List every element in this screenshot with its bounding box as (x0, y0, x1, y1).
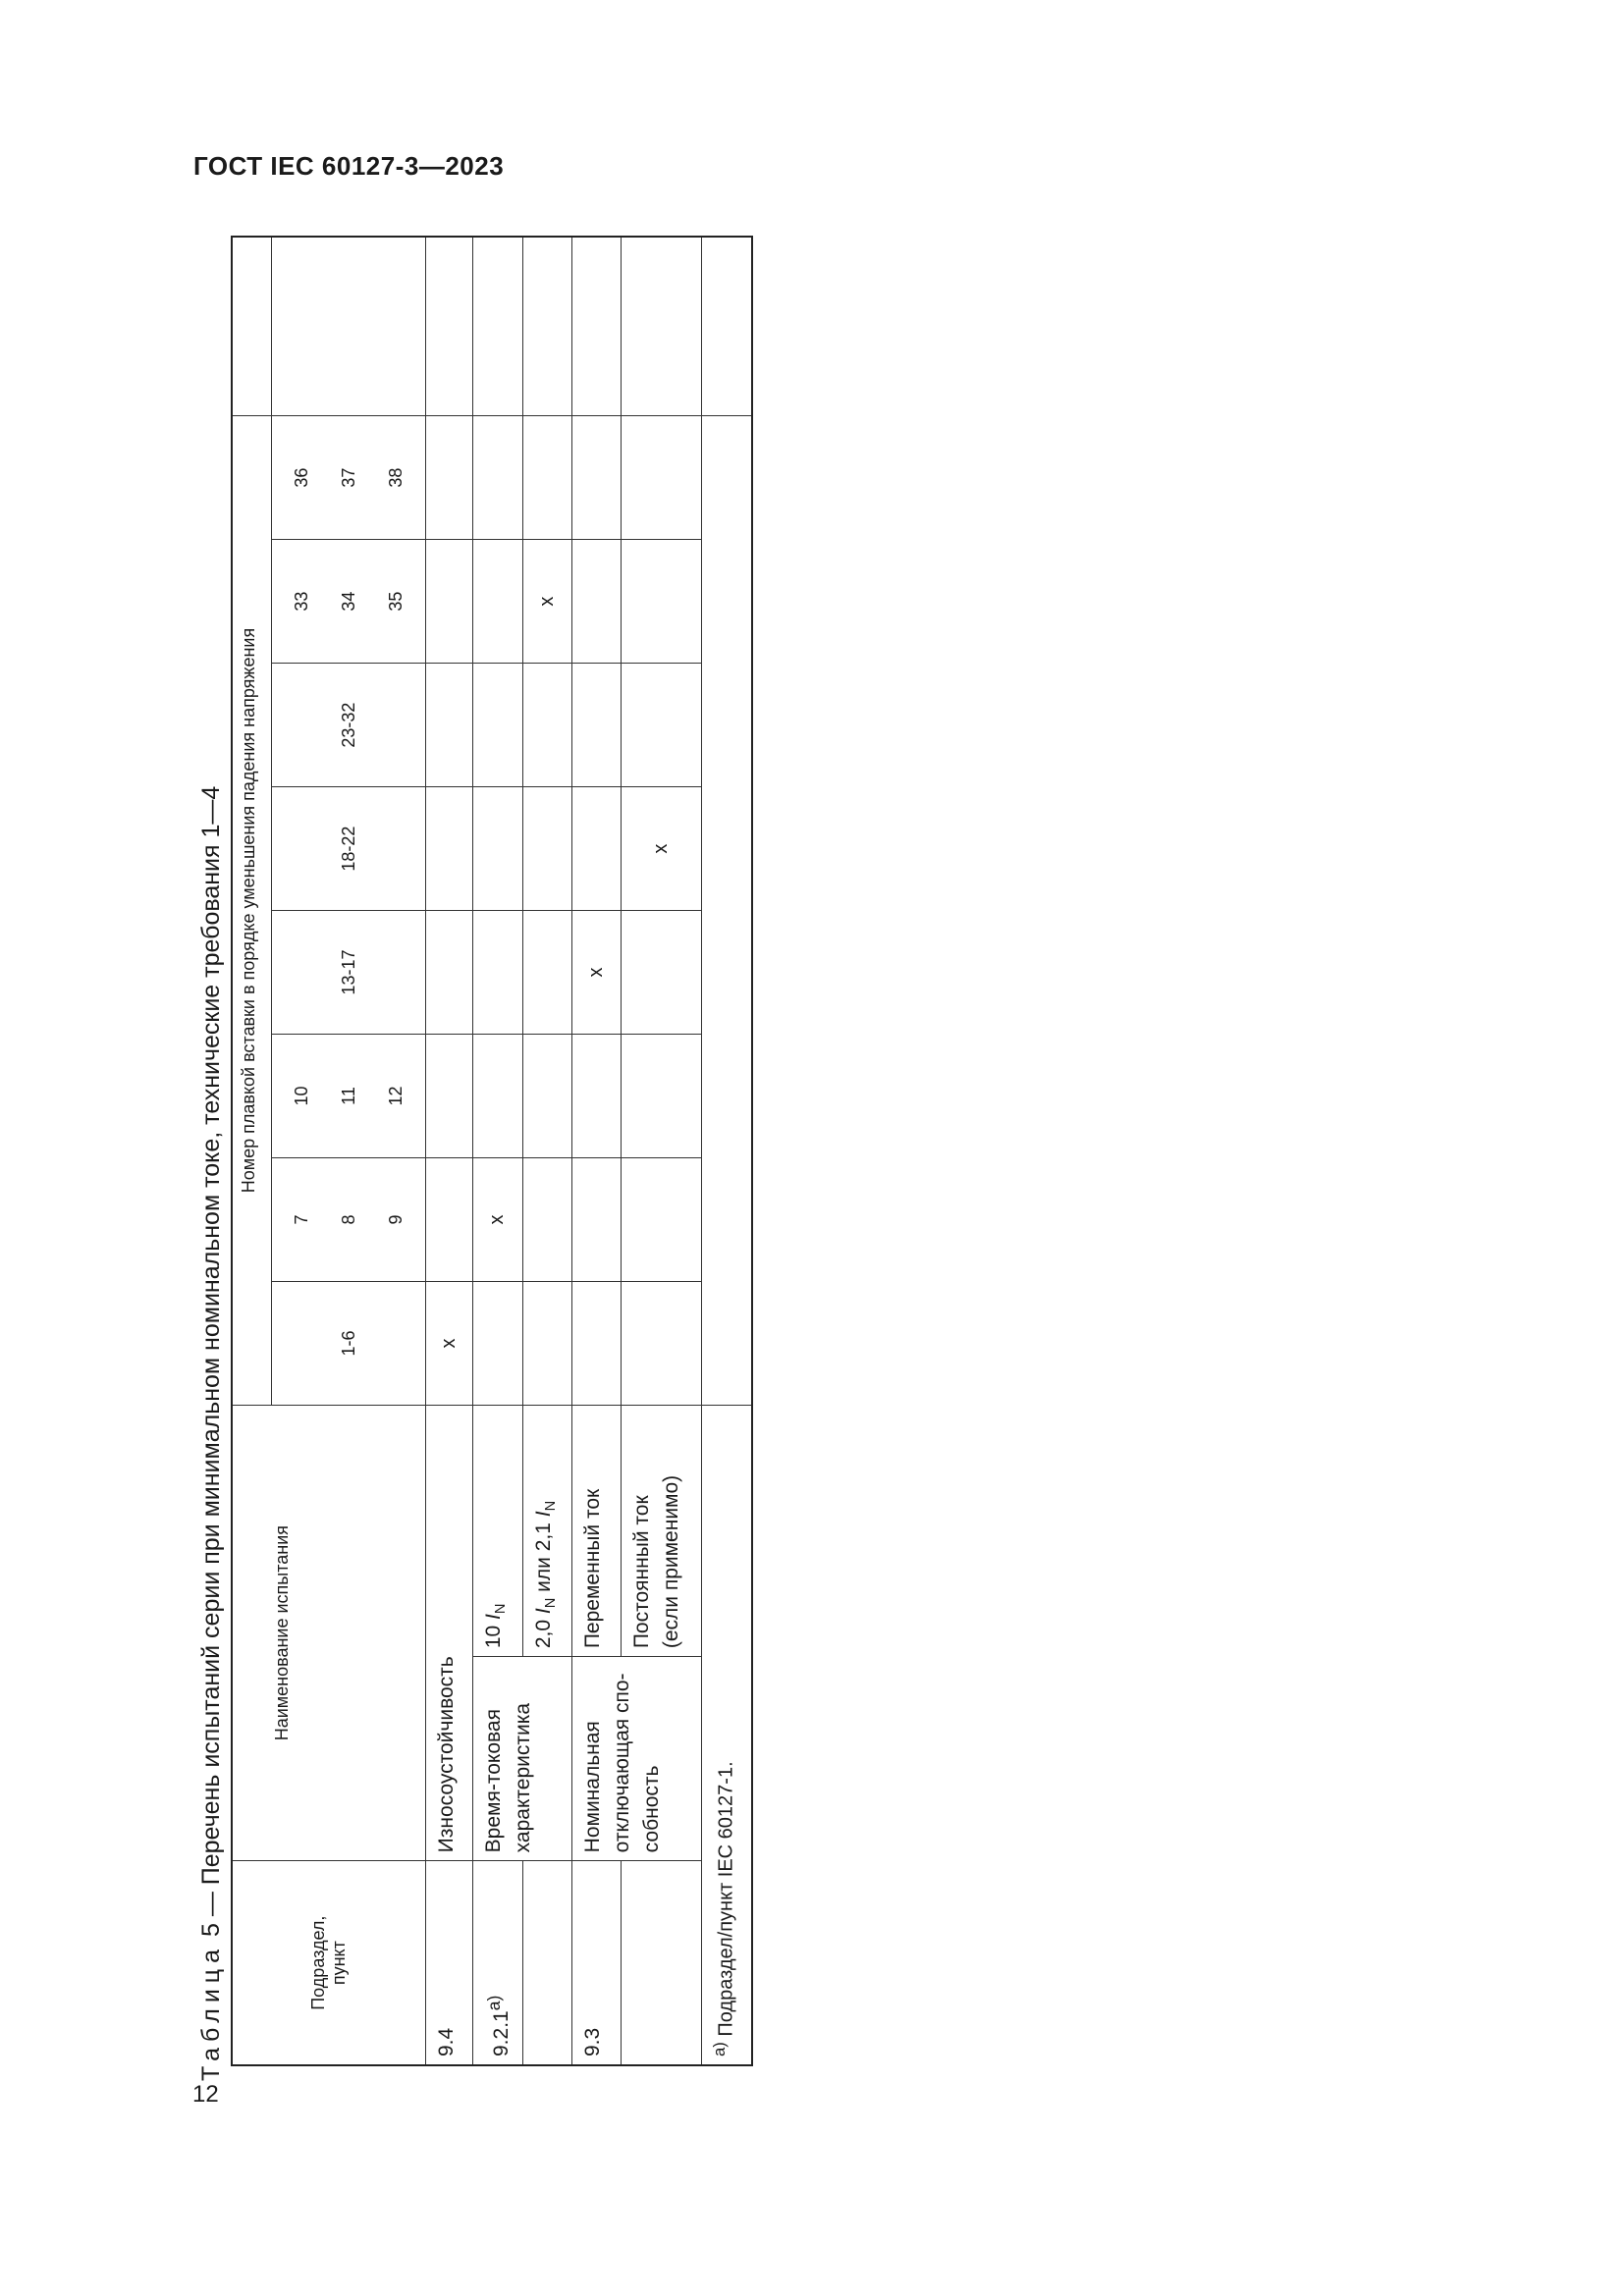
document-header: ГОСТ IEC 60127-3—2023 (193, 151, 505, 181)
blank-cell (522, 237, 571, 416)
header-section: Подраздел, пункт (232, 1861, 425, 2065)
mark-cell (425, 1035, 472, 1158)
mark-cell (571, 416, 621, 540)
mark-cell (522, 1035, 571, 1158)
mark-cell (522, 1157, 571, 1281)
tests-table (231, 236, 753, 2066)
mark-cell (425, 787, 472, 911)
mark-cell: x (472, 1157, 522, 1281)
row-section: $9.2.1^{а)}$ (472, 1861, 522, 2065)
mark-cell (425, 1157, 472, 1281)
blank-cell (571, 237, 621, 416)
table-row (472, 237, 522, 2065)
col-header-4: 13-17 (271, 911, 425, 1035)
mark-cell (571, 540, 621, 664)
mark-cell (472, 664, 522, 787)
mark-cell (472, 416, 522, 540)
mark-cell (522, 664, 571, 787)
mark-cell (571, 1157, 621, 1281)
mark-cell (472, 1035, 522, 1158)
col-header-7: 33 34 35 (271, 540, 425, 664)
mark-cell (522, 911, 571, 1035)
blank-cell (621, 237, 701, 416)
col-header-6: 23-32 (271, 664, 425, 787)
mark-cell (425, 664, 472, 787)
row-subtest: 2,0 $I_N$ или 2,1 $I_N$ (522, 1405, 571, 1656)
blank-cell (701, 237, 752, 416)
mark-cell (621, 911, 701, 1035)
mark-cell (472, 540, 522, 664)
table-row (571, 237, 621, 2065)
table-row (425, 237, 472, 2065)
row-subtest: 10 $I_N$ (472, 1405, 522, 1656)
mark-cell: x (571, 911, 621, 1035)
mark-cell (472, 911, 522, 1035)
mark-cell (522, 416, 571, 540)
mark-cell (571, 1035, 621, 1158)
mark-cell (472, 787, 522, 911)
row-section (522, 1861, 571, 2065)
header-test-name: Наименование испытания (232, 1405, 425, 1860)
table-footnote: $^{а)}$ Подраздел/пункт IEC 60127-1. (701, 1405, 752, 2065)
mark-cell (571, 787, 621, 911)
row-section: 9.4 (425, 1861, 472, 2065)
mark-cell (621, 1281, 701, 1405)
blank-cell (271, 237, 425, 416)
caption-prefix: Таблица (197, 1943, 225, 2081)
mark-cell (522, 787, 571, 911)
mark-cell (472, 1281, 522, 1405)
col-header-5: 18-22 (271, 787, 425, 911)
rotated-table-block (191, 236, 800, 2081)
blank-cell (232, 237, 271, 416)
page-number: 12 (192, 2081, 219, 2108)
mark-cell (522, 1281, 571, 1405)
mark-cell (425, 540, 472, 664)
mark-cell (621, 1157, 701, 1281)
blank-cell (701, 416, 752, 1406)
row-test-name: Номинальная отключающая спо- собность (571, 1657, 701, 1861)
col-header-2: 7 8 9 (271, 1157, 425, 1281)
col-header-1: 1-6 (271, 1281, 425, 1405)
caption-text: 5 — Перечень испытаний серии при минимальном номинальном токе, технические требования 1—4 (197, 785, 225, 1944)
row-section: 9.3 (571, 1861, 621, 2065)
col-header-8: 36 37 38 (271, 416, 425, 540)
row-subtest: Постоянный ток (если применимо) (621, 1405, 701, 1656)
table-wrapper (231, 236, 743, 2066)
blank-cell (425, 237, 472, 416)
mark-cell: x (621, 787, 701, 911)
mark-cell (621, 1035, 701, 1158)
mark-cell (621, 416, 701, 540)
mark-cell (425, 416, 472, 540)
col-header-3: 10 11 12 (271, 1035, 425, 1158)
mark-cell (425, 911, 472, 1035)
mark-cell (571, 1281, 621, 1405)
row-subtest: Переменный ток (571, 1405, 621, 1656)
table-row (701, 237, 752, 2065)
row-test-name: Износоустойчивость (425, 1405, 472, 1860)
mark-cell: x (522, 540, 571, 664)
mark-cell (571, 664, 621, 787)
blank-cell (472, 237, 522, 416)
table-caption (191, 786, 231, 2081)
row-section (621, 1861, 701, 2065)
header-fuse-group: Номер плавкой вставки в порядке уменьшения падения напряжения (232, 416, 271, 1406)
mark-cell: x (425, 1281, 472, 1405)
row-test-name: Время-токовая характеристика (472, 1657, 571, 1861)
mark-cell (621, 664, 701, 787)
mark-cell (621, 540, 701, 664)
